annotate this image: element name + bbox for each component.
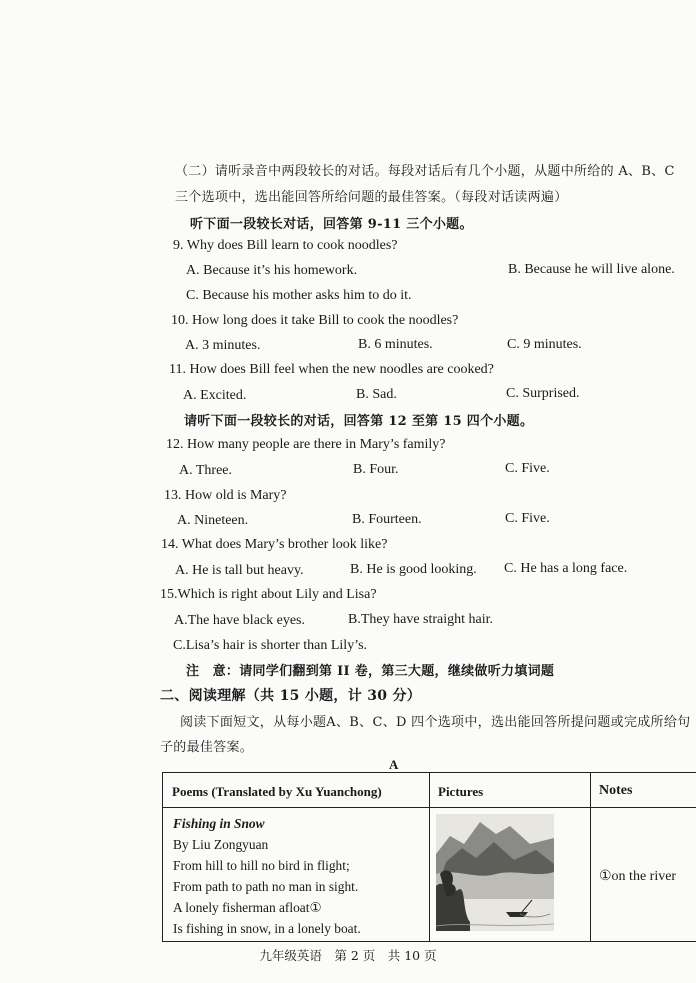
landscape-painting-icon (436, 814, 554, 931)
question-14-stem: 14. What does Mary’s brother look like? (161, 537, 388, 552)
section-label-a: A (389, 757, 399, 772)
question-10-option-a: A. 3 minutes. (185, 338, 261, 353)
poem-line: Is fishing in snow, in a lonely boat. (173, 921, 361, 936)
question-9-option-b: B. Because he will live alone. (508, 262, 675, 277)
note-on-the-river: ①on the river (599, 869, 677, 884)
poem-title: Fishing in Snow (173, 816, 265, 831)
poem-line: By Liu Zongyuan (173, 837, 269, 852)
table-header-poems: Poems (Translated by Xu Yuanchong) (172, 784, 382, 799)
reading-heading: 二、阅读理解（共 15 小题，计 30 分） (160, 688, 422, 704)
question-11-option-c: C. Surprised. (506, 386, 580, 401)
question-11-option-b: B. Sad. (356, 387, 397, 402)
page-footer: 九年级英语 第 2 页 共 10 页 (259, 948, 437, 963)
question-13-option-b: B. Fourteen. (352, 512, 422, 527)
question-9-stem: 9. Why does Bill learn to cook noodles? (173, 238, 398, 253)
dialog2-instruction: 请听下面一段较长的对话，回答第 12 至第 15 四个小题。 (184, 414, 534, 429)
poem-line: From hill to hill no bird in flight; (173, 858, 350, 873)
question-14-option-b: B. He is good looking. (350, 562, 477, 577)
question-10-option-c: C. 9 minutes. (507, 337, 582, 352)
question-12-option-a: A. Three. (179, 463, 232, 478)
poem-table (162, 772, 696, 942)
question-9-option-a: A. Because it’s his homework. (186, 263, 358, 278)
dialog1-instruction: 听下面一段较长对话，回答第 9-11 三个小题。 (190, 217, 473, 232)
question-13-stem: 13. How old is Mary? (164, 488, 287, 503)
question-14-option-a: A. He is tall but heavy. (175, 563, 304, 578)
part2-instruction-line2: 三个选项中，选出能回答所给问题的最佳答案。（每段对话读两遍） (175, 190, 568, 205)
reading-instruction-line1: 阅读下面短文，从每小题A、B、C、D 四个选项中，选出能回答所提问题或完成所给句 (180, 715, 691, 730)
question-15-option-a: A.The have black eyes. (174, 613, 305, 628)
question-15-option-b: B.They have straight hair. (348, 612, 494, 627)
question-15-stem: 15.Which is right about Lily and Lisa? (160, 587, 377, 602)
poem-line: A lonely fisherman afloat① (173, 900, 322, 915)
question-15-option-c: C.Lisa’s hair is shorter than Lily’s. (173, 638, 368, 653)
question-13-option-c: C. Five. (505, 511, 550, 526)
page-turn-note: 注 意：请同学们翻到第 II 卷，第三大题，继续做听力填词题 (186, 664, 555, 679)
question-11-option-a: A. Excited. (183, 388, 247, 403)
question-12-option-b: B. Four. (353, 462, 399, 477)
question-12-stem: 12. How many people are there in Mary’s family? (166, 437, 446, 452)
poem-line: From path to path no man in sight. (173, 879, 359, 894)
question-13-option-a: A. Nineteen. (177, 513, 249, 528)
table-header-notes: Notes (599, 783, 633, 798)
table-header-pictures: Pictures (438, 784, 484, 799)
question-14-option-c: C. He has a long face. (504, 561, 628, 576)
question-10-option-b: B. 6 minutes. (358, 337, 433, 352)
question-9-option-c: C. Because his mother asks him to do it. (186, 288, 412, 303)
question-11-stem: 11. How does Bill feel when the new noodles are cooked? (169, 362, 494, 377)
question-12-option-c: C. Five. (505, 461, 550, 476)
part2-instruction-line1: （二）请听录音中两段较长的对话。每段对话后有几个小题，从题中所给的 A、B、C (175, 164, 675, 179)
reading-instruction-line2: 子的最佳答案。 (160, 740, 254, 755)
question-10-stem: 10. How long does it take Bill to cook the noodles? (171, 313, 459, 328)
